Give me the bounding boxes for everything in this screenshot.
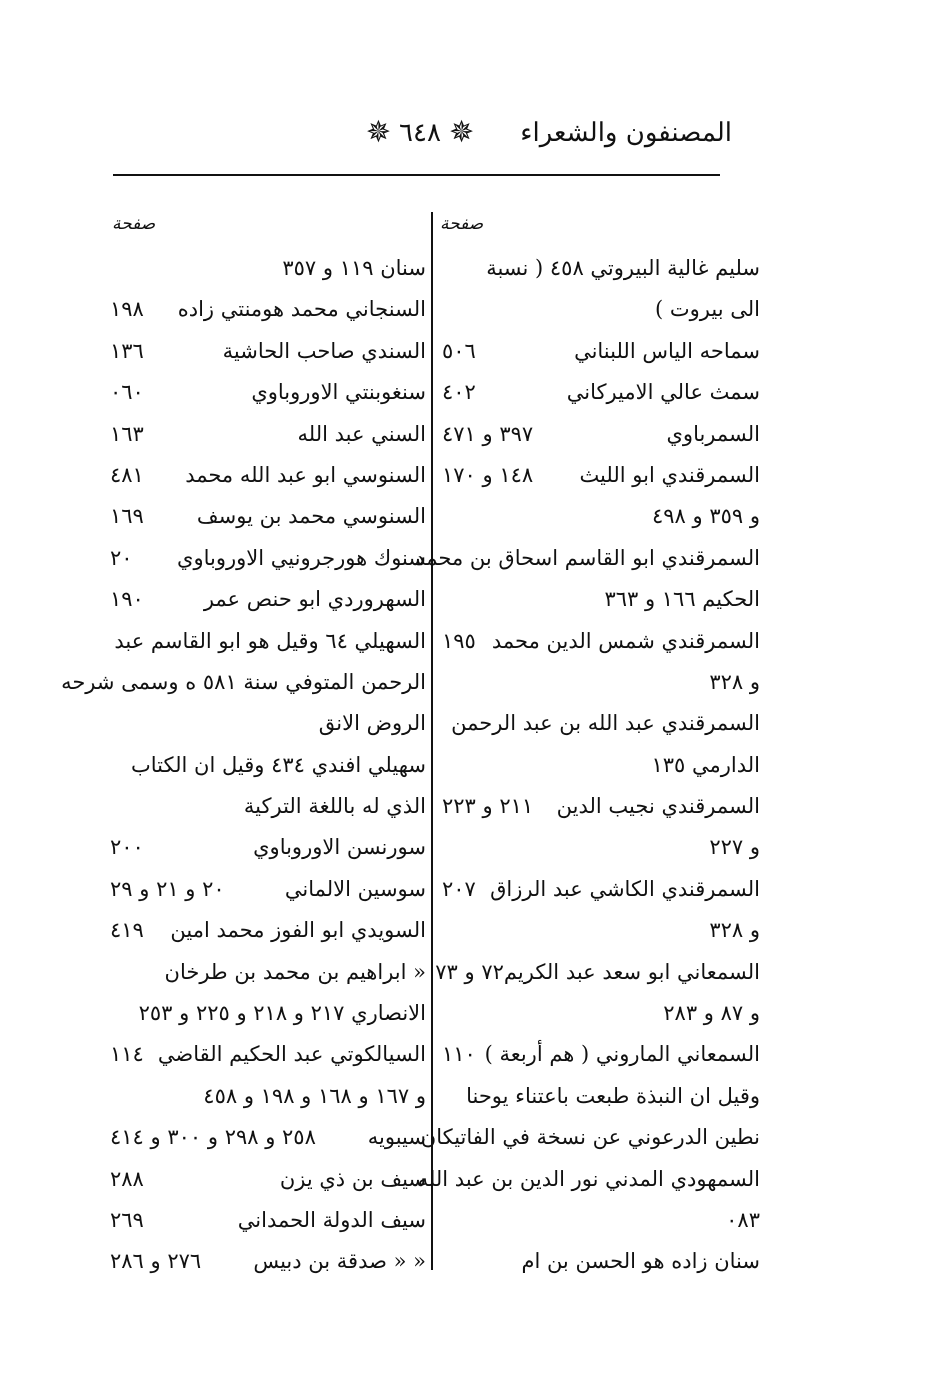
index-entry-line [108, 579, 426, 620]
entry-text: سيف بن ذي يزن [279, 1166, 426, 1191]
index-entry-line [440, 414, 760, 455]
index-entry-line [108, 993, 426, 1034]
index-entry-line [440, 331, 760, 372]
entry-page-refs [59, 662, 61, 703]
entry-page-refs [440, 1241, 442, 1282]
entry-page-refs: ١٩٠ [110, 587, 144, 612]
index-entry-line [440, 786, 760, 827]
right-column [415, 248, 760, 1283]
entry-text: السمرباوي [666, 421, 760, 446]
entry-page-refs: ٢٨٨ [110, 1166, 144, 1191]
entry-text: سيبويه [367, 1125, 426, 1150]
left-column-heading: صفحة [112, 214, 156, 234]
column-divider [431, 212, 433, 1270]
entry-page-refs: ١٤٨ و ١٧٠ [442, 462, 534, 487]
entry-text: نطين الدرعوني عن نسخة في الفاتيكان [420, 1125, 760, 1150]
index-entry-line [108, 331, 426, 372]
entry-page-refs: ٥٠٦ [442, 338, 476, 363]
index-entry-line [108, 786, 426, 827]
entry-page-refs [108, 1076, 110, 1117]
index-entry-line [108, 1034, 426, 1075]
index-entry-line [108, 621, 426, 662]
index-entry-line [108, 745, 426, 786]
entry-page-refs: ١١٠ [442, 1042, 476, 1067]
star-ornament-icon: ✵ [448, 115, 475, 150]
index-entry-line [61, 662, 426, 703]
index-entry-line [108, 455, 426, 496]
page-number: ٦٤٨ [399, 118, 441, 148]
entry-text: سوسين الالماني [284, 876, 426, 901]
entry-text: السويدي ابو الفوز محمد امين [170, 918, 426, 943]
entry-text: الرحمن المتوفي سنة ٥٨١ ه وسمى شرحه [61, 669, 426, 694]
entry-page-refs [108, 952, 110, 993]
entry-text: السمرقندي عبد الله بن عبد الرحمن [451, 711, 760, 736]
entry-text: سماحه الياس اللبناني [574, 338, 760, 363]
entry-page-refs [440, 289, 442, 330]
entry-page-refs: ٢٧٦ و ٢٨٦ [110, 1249, 202, 1274]
entry-page-refs [108, 703, 110, 744]
entry-page-refs: ١١٤ [110, 1042, 144, 1067]
entry-page-refs: ١٦٩ [110, 504, 144, 529]
entry-text: سمث عالي الاميركاني [566, 380, 760, 405]
entry-text: السيالكوتي عبد الحكيم القاضي [157, 1042, 426, 1067]
entry-page-refs [440, 703, 442, 744]
index-entry-line [440, 869, 760, 910]
index-entry-line [108, 1159, 426, 1200]
entry-text: الانصاري ٢١٧ و ٢١٨ و ٢٢٥ و ٢٥٣ [138, 1001, 426, 1026]
entry-page-refs: ٢٠ [110, 545, 133, 570]
entry-text: و ٨٧ و ٢٨٣ [663, 1001, 760, 1026]
entry-text: سهيلي افندي ٤٣٤ وقيل ان الكتاب [131, 752, 426, 777]
index-entry-line [440, 662, 760, 703]
entry-text: السمرقندي الكاشي عبد الرزاق [490, 876, 760, 901]
entry-text: سيف الدولة الحمداني [237, 1207, 426, 1232]
index-entry-line [108, 827, 426, 868]
entry-page-refs: ١٣٦ [110, 338, 144, 363]
entry-page-refs [440, 579, 442, 620]
index-entry-line [440, 289, 760, 330]
entry-text: سنان زاده هو الحسن بن ام [521, 1249, 760, 1274]
entry-page-refs: ٧٢ و ٧٣ [435, 959, 504, 984]
index-entry-line [440, 745, 760, 786]
entry-text: السهيلي ٦٤ وقيل هو ابو القاسم عبد [114, 628, 426, 653]
entry-text: السمهودي المدني نور الدين بن عبد الله [417, 1166, 760, 1191]
running-title: المصنفون والشعراء [520, 118, 732, 148]
index-entry-line [108, 414, 426, 455]
entry-text: الحكيم ١٦٦ و ٣٦٣ [604, 587, 760, 612]
entry-text: السني عبد الله [297, 421, 426, 446]
index-entry-line [108, 372, 426, 413]
index-entry-line [415, 538, 760, 579]
index-entry-line [417, 1159, 760, 1200]
entry-text: سورنسن الاوروباوي [253, 835, 426, 860]
index-entry-line [108, 538, 426, 579]
entry-page-refs: ٢٦٩ [110, 1207, 144, 1232]
index-entry-line [108, 289, 426, 330]
index-entry-line [440, 1076, 760, 1117]
entry-text: السنوسي ابو عبد الله محمد [185, 462, 426, 487]
entry-page-refs [440, 496, 442, 537]
index-entry-line [440, 1034, 760, 1075]
index-entry-line [440, 372, 760, 413]
entry-text: الدارمي ١٣٥ [651, 752, 760, 777]
entry-text: و ٣٢٨ [709, 669, 760, 694]
entry-page-refs: ٤٠٢ [442, 380, 476, 405]
entry-page-refs: ٠٦٠ [110, 380, 144, 405]
entry-text: سنغوبنتي الاوروباوي [251, 380, 426, 405]
entry-text: السمرقندي شمس الدين محمد [491, 628, 760, 653]
index-entry-line [108, 703, 426, 744]
entry-text: الذي له باللغة التركية [243, 794, 426, 819]
entry-text: السمرقندي ابو الليث [579, 462, 760, 487]
entry-page-refs: ١٩٨ [110, 297, 144, 322]
entry-text: السمرقندي ابو القاسم اسحاق بن محمد [415, 545, 760, 570]
index-entry-line [440, 621, 760, 662]
entry-text: السنوسي محمد بن يوسف [196, 504, 426, 529]
entry-page-refs [440, 1200, 442, 1241]
index-entry-line [108, 952, 426, 993]
entry-text: و ٢٢٧ [709, 835, 760, 860]
entry-page-refs: ٢٠ و ٢١ و ٢٩ [110, 876, 225, 901]
entry-text: سنوك هورجرونيي الاوروباوي [177, 545, 426, 570]
entry-text: سنان ١١٩ و ٣٥٧ [282, 256, 426, 280]
index-entry-line [440, 455, 760, 496]
index-entry-line [440, 703, 760, 744]
entry-page-refs [108, 786, 110, 827]
index-entry-line [108, 1200, 426, 1241]
entry-text: ٠٨٣ [726, 1207, 760, 1232]
entry-page-refs: ٢٥٨ و ٢٩٨ و ٣٠٠ و ٤١٤ [110, 1125, 316, 1150]
entry-page-refs: ٢١١ و ٢٢٣ [442, 794, 534, 819]
entry-page-refs: ١٩٥ [442, 628, 476, 653]
index-entry-line [440, 1200, 760, 1241]
entry-page-refs [440, 910, 442, 951]
index-entry-line [108, 1241, 426, 1282]
index-entry-line [440, 1241, 760, 1282]
entry-page-refs: ٤١٩ [110, 918, 144, 943]
entry-page-refs [440, 248, 442, 289]
entry-text: الروض الانق [318, 711, 426, 736]
entry-page-refs: ٢٠٠ [110, 835, 144, 860]
entry-text: السمرقندي نجيب الدين [556, 794, 760, 819]
entry-page-refs: ٤٨١ [110, 462, 144, 487]
entry-text: و ١٦٧ و ١٦٨ و ١٩٨ و ٤٥٨ [203, 1083, 426, 1108]
index-entry-line [420, 1117, 760, 1158]
entry-text: السندي صاحب الحاشية [222, 338, 426, 363]
entry-page-refs [440, 1076, 442, 1117]
right-column-heading: صفحة [440, 214, 484, 234]
entry-page-refs [440, 827, 442, 868]
entry-page-refs [108, 621, 110, 662]
entry-text: السمعاني ابو سعد عبد الكريم [503, 959, 760, 984]
entry-text: « « صدقة بن دبيس [253, 1249, 426, 1274]
entry-page-refs [108, 993, 110, 1034]
index-entry-line [440, 248, 760, 289]
index-entry-line [108, 910, 426, 951]
header-rule [113, 174, 720, 176]
index-entry-line [440, 827, 760, 868]
index-entry-line [440, 579, 760, 620]
index-entry-line [108, 248, 426, 289]
index-entry-line [108, 1076, 426, 1117]
entry-text: سليم غالية البيروتي ٤٥٨ ( نسبة [486, 256, 760, 280]
entry-text: السهروردي ابو حنص عمر [203, 587, 426, 612]
entry-text: « ابراهيم بن محمد بن طرخان [164, 959, 426, 984]
left-column [61, 248, 426, 1283]
index-entry-line [435, 952, 760, 993]
entry-text: و ٣٥٩ و ٤٩٨ [651, 504, 760, 529]
entry-page-refs: ٣٩٧ و ٤٧١ [442, 421, 534, 446]
entry-page-refs [440, 993, 442, 1034]
entry-page-refs [440, 745, 442, 786]
index-entry-line [108, 869, 426, 910]
entry-page-refs [108, 248, 110, 289]
star-ornament-icon: ✵ [365, 115, 392, 150]
entry-text: وقيل ان النبذة طبعت باعتناء يوحنا [466, 1083, 760, 1108]
entry-text: الى بيروت ) [655, 297, 760, 322]
entry-page-refs: ١٦٣ [110, 421, 144, 446]
entry-page-refs: ٢٠٧ [442, 876, 476, 901]
entry-text: السنجاني محمد هومنتي زاده [177, 297, 426, 322]
index-entry-line [440, 910, 760, 951]
entry-text: السمعاني الماروني ( هم أربعة ) [484, 1042, 760, 1067]
index-entry-line [108, 496, 426, 537]
index-entry-line [440, 993, 760, 1034]
page-number-block [340, 115, 500, 150]
entry-text: و ٣٢٨ [709, 918, 760, 943]
index-entry-line [440, 496, 760, 537]
entry-page-refs [108, 745, 110, 786]
index-entry-line [108, 1117, 426, 1158]
entry-page-refs [440, 662, 442, 703]
